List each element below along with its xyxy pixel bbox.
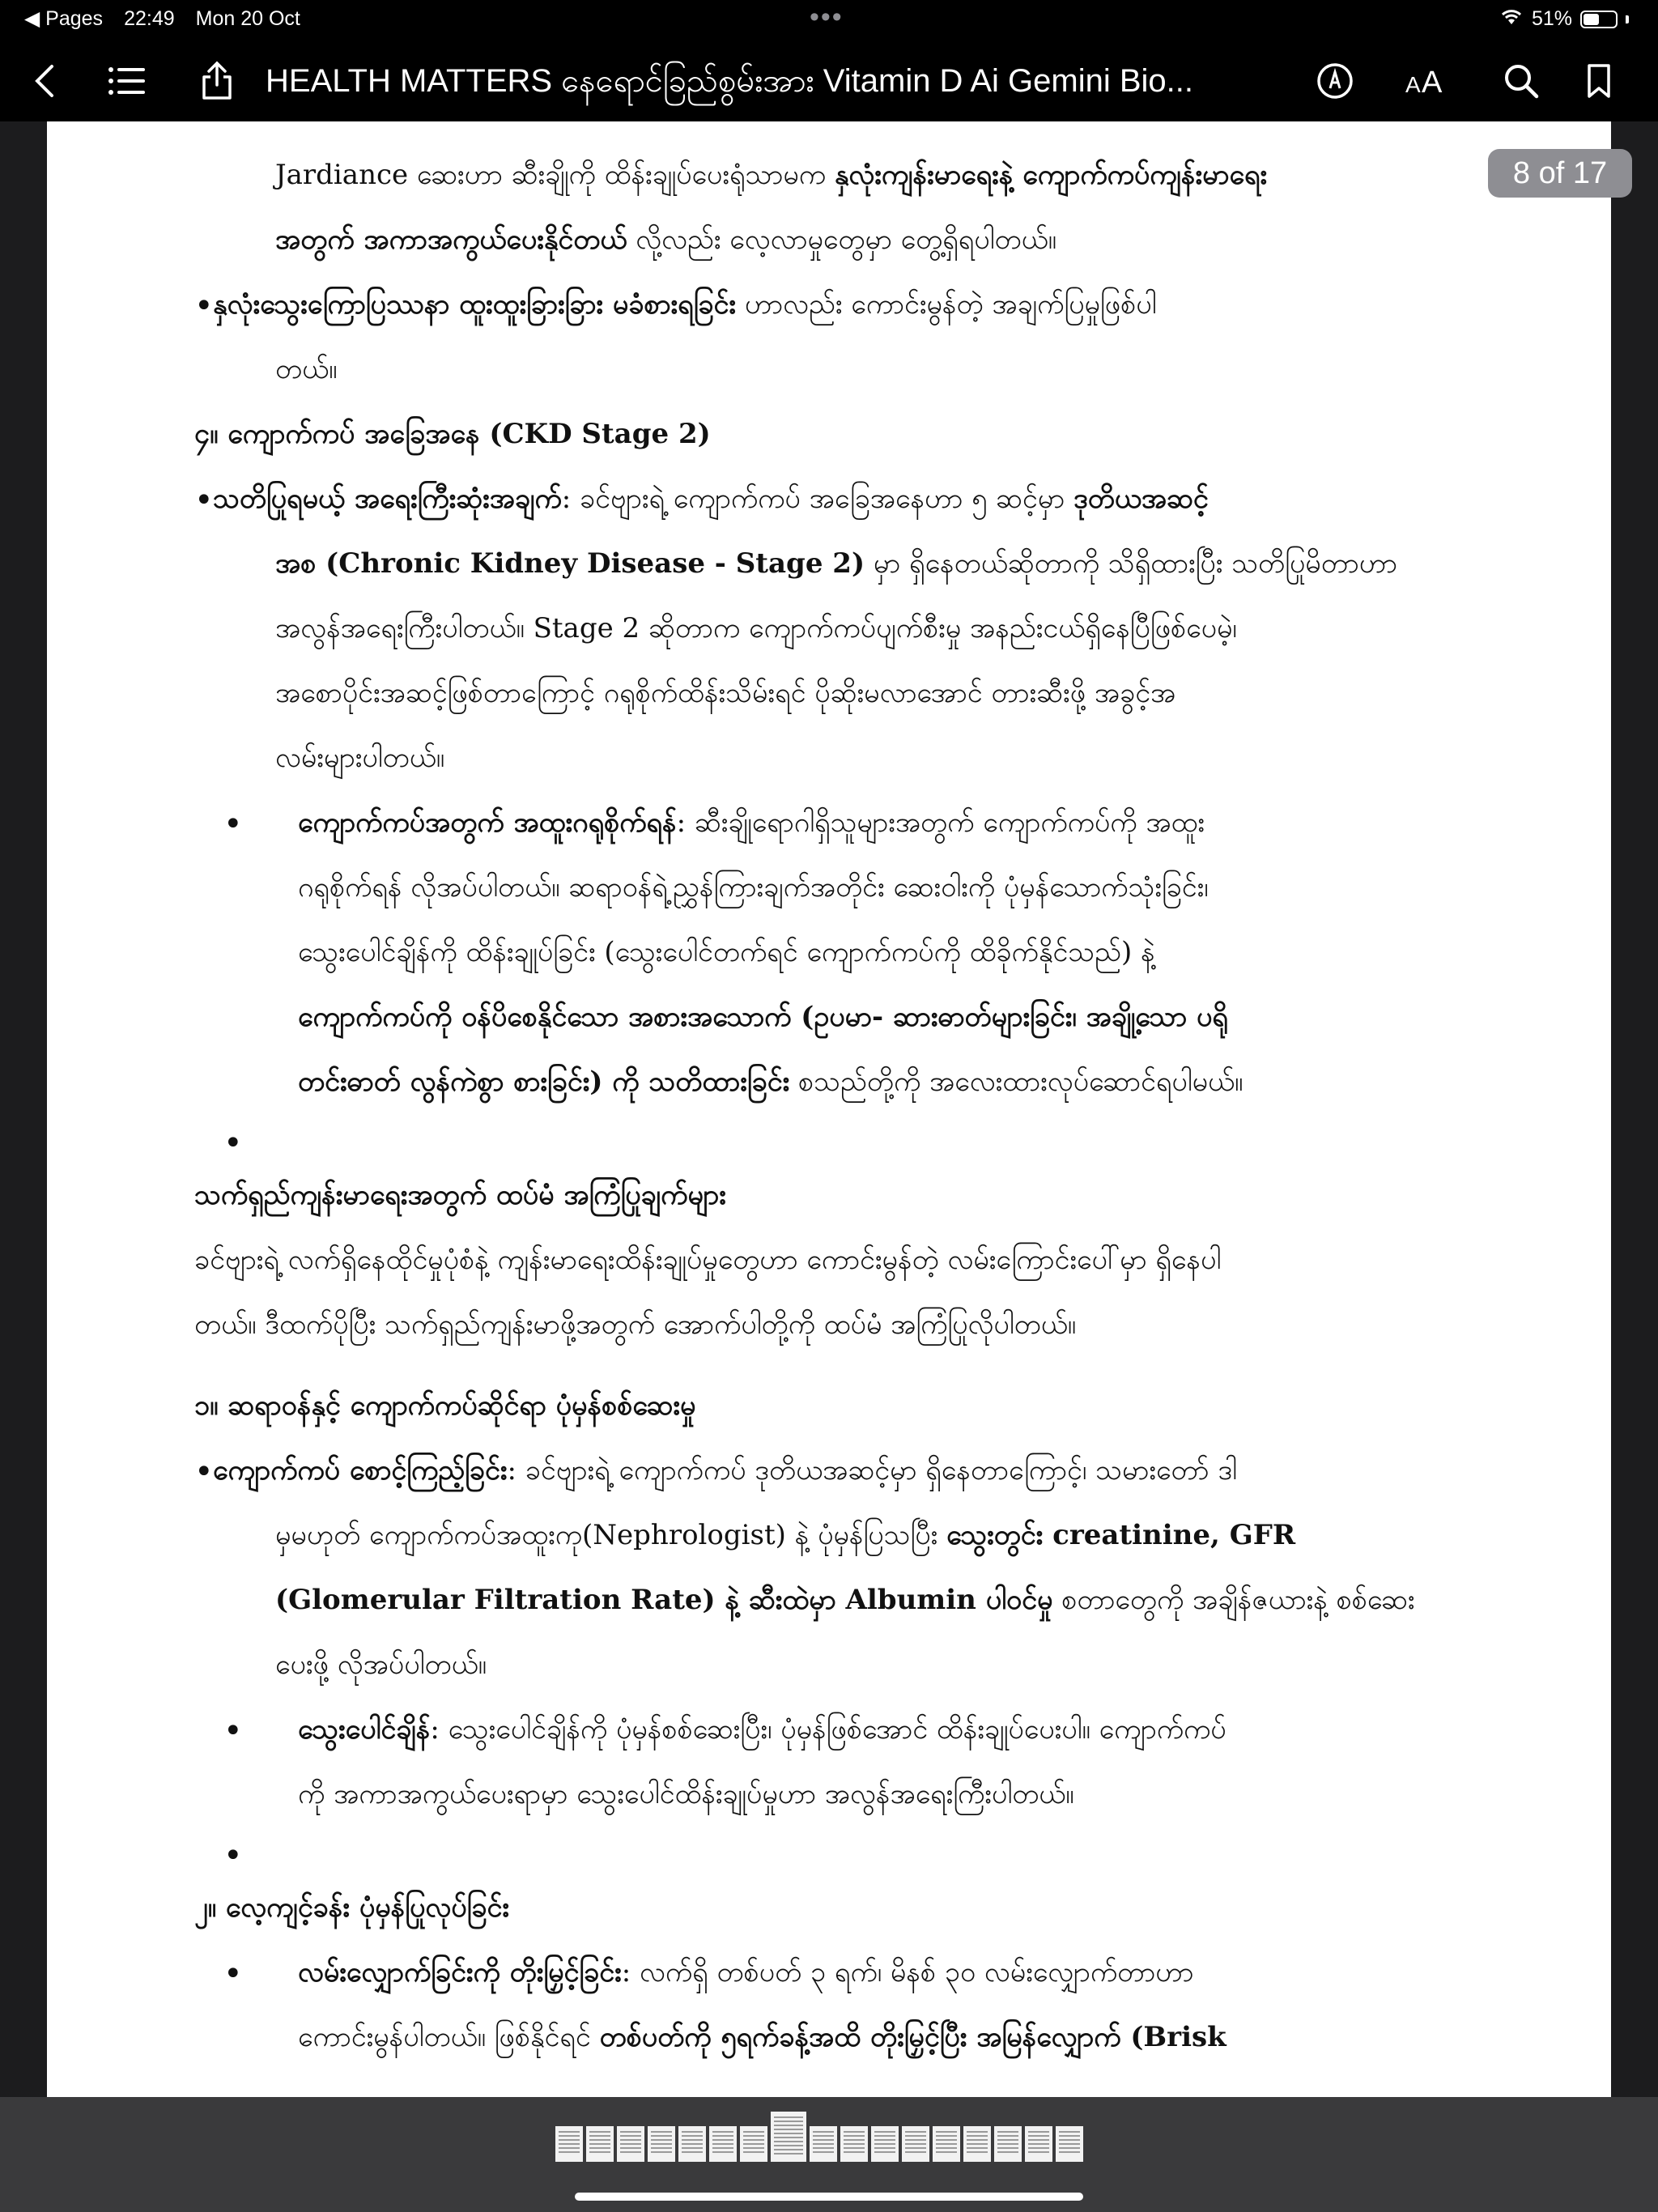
battery-icon <box>1580 11 1618 28</box>
thumbnail-text-line <box>967 2143 988 2145</box>
thumbnail-text-line <box>682 2143 703 2145</box>
thumbnail-text-line <box>712 2139 733 2141</box>
thumbnail-text-line <box>936 2151 957 2153</box>
bullet-kidney-care-line2: ဂရုစိုက်ရန် လိုအပ်ပါတယ်။ ဆရာဝန်ရဲ့ညွှန်ကြားချက်အတိုင်း ဆေးဝါးကို ပုံမှန်သောက်သုံးခြင်း၊ <box>298 871 1209 904</box>
bullet-marker: • <box>223 1125 243 1162</box>
thumbnail-text-line <box>712 2135 733 2137</box>
thumbnail-text-line <box>774 2133 803 2134</box>
thumbnail-text-line <box>874 2131 895 2133</box>
thumbnail-text-line <box>1028 2139 1049 2141</box>
thumbnail-text-line <box>589 2139 610 2141</box>
thumbnail-text-line <box>620 2139 641 2141</box>
document-viewer[interactable] <box>0 121 1658 2097</box>
table-of-contents-icon[interactable] <box>107 40 147 121</box>
page-thumbnail[interactable] <box>963 2126 991 2162</box>
thumbnail-text-line <box>712 2147 733 2149</box>
bullet-kidney-care-line3: သွေးပေါင်ချိန်ကို ထိန်းချုပ်ခြင်း (သွေးပေါင်တက်ရင် ကျောက်ကပ်ကို ထိခိုက်နိုင်သည်) နဲ့ <box>298 936 1155 968</box>
thumbnail-text-line <box>651 2151 672 2153</box>
thumbnail-text-line <box>1059 2143 1080 2145</box>
page-thumbnail[interactable] <box>709 2126 737 2162</box>
thumbnail-text-line <box>682 2147 703 2149</box>
bullet-walking-cont: ကောင်းမွန်ပါတယ်။ ဖြစ်နိုင်ရင် တစ်ပတ်ကို ၅ရက်ခန့်အထိ တိုးမြှင့်ပြီး အမြန်လျှောက် (Brisk <box>298 2021 1226 2053</box>
thumbnail-text-line <box>844 2151 865 2153</box>
search-icon[interactable] <box>1502 40 1541 121</box>
multitasking-dots[interactable]: ••• <box>810 2 844 32</box>
thumbnail-text-line <box>844 2143 865 2145</box>
thumbnail-text-line <box>1059 2135 1080 2137</box>
thumbnail-text-line <box>967 2139 988 2141</box>
bullet-marker: • <box>223 1837 243 1874</box>
page-thumbnail[interactable] <box>840 2126 868 2162</box>
thumbnail-text-line <box>1028 2143 1049 2145</box>
thumbnail-text-line <box>1059 2147 1080 2149</box>
thumbnail-text-line <box>997 2139 1018 2141</box>
section-heading-kidney: ၄။ ကျောက်ကပ် အခြေအနေ (CKD Stage 2) <box>194 418 711 450</box>
thumbnail-text-line <box>712 2143 733 2145</box>
thumbnail-text-line <box>997 2135 1018 2137</box>
thumbnail-text-line <box>967 2131 988 2133</box>
paragraph-longevity: ခင်ဗျားရဲ့ လက်ရှိနေထိုင်မှုပုံစံနဲ့ ကျန်းမာရေးထိန်းချုပ်မှုတွေဟာ ကောင်းမွန်တဲ့ လမ်းကြောင်းပေါ်မှာ ရှိနေပါ <box>194 1244 1222 1276</box>
thumbnail-list[interactable] <box>555 2120 1083 2162</box>
thumbnail-text-line <box>997 2147 1018 2149</box>
thumbnail-text-line <box>620 2147 641 2149</box>
home-indicator[interactable] <box>575 2193 1083 2201</box>
thumbnail-text-line <box>589 2151 610 2153</box>
paragraph-jardiance-cont: အတွက် အကာအကွယ်ပေးနိုင်တယ် လို့လည်း လေ့လာမှုတွေမှာ တွေ့ရှိရပါတယ်။ <box>275 223 1056 256</box>
thumbnail-text-line <box>774 2149 803 2150</box>
thumbnail-text-line <box>997 2131 1018 2133</box>
paragraph-longevity-cont: တယ်။ ဒီထက်ပိုပြီး သက်ရှည်ကျန်းမာဖို့အတွက် အောက်ပါတို့ကို ထပ်မံ အကြံပြုလိုပါတယ်။ <box>194 1308 1077 1341</box>
thumbnail-text-line <box>774 2129 803 2130</box>
svg-text:A: A <box>1422 66 1443 97</box>
thumbnail-text-line <box>1028 2151 1049 2153</box>
bullet-important-line4: အစောပိုင်းအဆင့်ဖြစ်တာကြောင့် ဂရုစိုက်ထိန်းသိမ်းရင် ပိုဆိုးမလာအောင် တားဆီးဖို့ အခွင့်အ <box>275 677 1176 709</box>
thumbnail-text-line <box>874 2143 895 2145</box>
bullet-marker: • <box>223 1955 243 1993</box>
page-thumbnail[interactable] <box>678 2126 706 2162</box>
bullet-kidney-monitor-line2: မှမဟုတ် ကျောက်ကပ်အထူးကု(Nephrologist) နဲ့ ပုံမှန်ပြသပြီး သွေးတွင်း creatinine, GFR <box>275 1519 1296 1551</box>
bullet-marker: • <box>194 482 214 519</box>
bullet-marker: • <box>194 1453 214 1491</box>
thumbnail-text-line <box>997 2143 1018 2145</box>
document-title: HEALTH MATTERS နေရောင်ခြည်စွမ်းအား Vitamin D Ai Gemini Bio... <box>266 63 1193 99</box>
thumbnail-text-line <box>589 2135 610 2137</box>
bullet-important-line2: အစ (Chronic Kidney Disease - Stage 2) မှာ ရှိနေတယ်ဆိုတာကို သိရှိထားပြီး သတိပြုမိတာဟာ <box>275 547 1398 580</box>
thumbnail-text-line <box>559 2131 580 2133</box>
thumbnail-text-line <box>774 2116 803 2118</box>
text-size-icon[interactable] <box>1405 40 1451 121</box>
thumbnail-text-line <box>874 2135 895 2137</box>
bullet-blood-pressure-cont: ကို အကာအကွယ်ပေးရာမှာ သွေးပေါင်ထိန်းချုပ်မှုဟာ အလွန်အရေးကြီးပါတယ်။ <box>298 1778 1074 1810</box>
bullet-blood-pressure: သွေးပေါင်ချိန်: သွေးပေါင်ချိန်ကို ပုံမှန်စစ်ဆေးပြီး၊ ပုံမှန်ဖြစ်အောင် ထိန်းချုပ်ပေးပါ။ ကျောက်ကပ် <box>298 1713 1226 1746</box>
thumbnail-text-line <box>905 2151 926 2153</box>
thumbnail-text-line <box>559 2143 580 2145</box>
thumbnail-text-line <box>559 2139 580 2141</box>
back-chevron-icon[interactable] <box>24 40 65 121</box>
bullet-important: သတိပြုရမယ့် အရေးကြီးဆုံးအချက်: ခင်ဗျားရဲ့ ကျောက်ကပ် အခြေအနေဟာ ၅ ဆင့်မှာ ဒုတိယအဆင့် <box>213 483 1209 515</box>
page-thumbnail[interactable] <box>871 2126 899 2162</box>
thumbnail-text-line <box>682 2139 703 2141</box>
page-thumbnail[interactable] <box>933 2126 960 2162</box>
thumbnail-text-line <box>905 2143 926 2145</box>
page-thumbnail[interactable] <box>586 2126 614 2162</box>
thumbnail-text-line <box>651 2131 672 2133</box>
bullet-heart-cont: တယ်။ <box>275 353 338 385</box>
bookmark-icon[interactable] <box>1583 40 1615 121</box>
bullet-heart: နှလုံးသွေးကြောပြဿနာ ထူးထူးခြားခြား မခံစားရခြင်း ဟာလည်း ကောင်းမွန်တဲ့ အချက်ပြမှုဖြစ်ပါ <box>213 288 1157 321</box>
wifi-icon <box>1499 6 1524 32</box>
thumbnail-text-line <box>936 2139 957 2141</box>
thumbnail-text-line <box>589 2147 610 2149</box>
status-time: 22:49 <box>124 6 175 30</box>
thumbnail-text-line <box>813 2143 834 2145</box>
paragraph-jardiance: Jardiance ဆေးဟာ ဆီးချိုကို ထိန်းချုပ်ပေးရုံသာမက နှလုံးကျန်းမာရေးနဲ့ ကျောက်ကပ်ကျန်းမာရေး <box>275 159 1268 191</box>
page-thumbnail[interactable] <box>994 2126 1022 2162</box>
thumbnail-text-line <box>559 2151 580 2153</box>
bullet-kidney-care-line4: ကျောက်ကပ်ကို ဝန်ပိစေနိုင်သော အစားအသောက် (ဥပမာ- ဆားဓာတ်များခြင်း၊ အချို့သော ပရို <box>298 1001 1228 1033</box>
thumbnail-text-line <box>905 2135 926 2137</box>
bullet-marker: • <box>223 806 243 843</box>
thumbnail-text-line <box>712 2131 733 2133</box>
page-thumbnail[interactable] <box>771 2112 806 2162</box>
thumbnail-text-line <box>905 2139 926 2141</box>
bullet-important-line3: အလွန်အရေးကြီးပါတယ်။ Stage 2 ဆိုတာက ကျောက်ကပ်ပျက်စီးမှု အနည်းငယ်ရှိနေပြီဖြစ်ပေမဲ့၊ <box>275 612 1237 644</box>
thumbnail-text-line <box>743 2143 764 2145</box>
status-bar <box>0 0 1658 40</box>
thumbnail-text-line <box>813 2135 834 2137</box>
bullet-marker: • <box>194 287 214 325</box>
thumbnail-text-line <box>620 2135 641 2137</box>
markup-pen-icon[interactable] <box>1316 40 1354 121</box>
thumbnail-text-line <box>1028 2131 1049 2133</box>
status-date: Mon 20 Oct <box>195 6 300 30</box>
back-to-app-link[interactable]: ◀ Pages <box>24 7 104 30</box>
thumbnail-text-line <box>936 2135 957 2137</box>
thumbnail-text-line <box>620 2143 641 2145</box>
thumbnail-text-line <box>1059 2139 1080 2141</box>
thumbnail-text-line <box>874 2147 895 2149</box>
page-thumbnail[interactable] <box>1025 2126 1052 2162</box>
thumbnail-text-line <box>774 2141 803 2142</box>
page-thumbnail[interactable] <box>555 2126 583 2162</box>
page-number-badge: 8 of 17 <box>1488 149 1632 198</box>
thumbnail-text-line <box>936 2131 957 2133</box>
thumbnail-text-line <box>589 2143 610 2145</box>
thumbnail-text-line <box>774 2137 803 2138</box>
bullet-important-line5: လမ်းများပါတယ်။ <box>275 742 445 774</box>
bullet-marker: • <box>223 1712 243 1750</box>
page-thumbnail[interactable] <box>902 2126 929 2162</box>
bullet-kidney-monitor: ကျောက်ကပ် စောင့်ကြည့်ခြင်း: ခင်ဗျားရဲ့ ကျောက်ကပ် ဒုတိယအဆင့်မှာ ရှိနေတာကြောင့်၊ သမားတော် ဒါ <box>213 1454 1237 1487</box>
section-heading-longevity: သက်ရှည်ကျန်းမာရေးအတွက် ထပ်မံ အကြံပြုချက်များ <box>194 1179 726 1211</box>
battery-percent: 51% <box>1531 7 1572 30</box>
page-thumbnail[interactable] <box>617 2126 644 2162</box>
thumbnail-text-line <box>874 2151 895 2153</box>
thumbnail-text-line <box>651 2139 672 2141</box>
bullet-kidney-care-line5: တင်းဓာတ် လွန်ကဲစွာ စားခြင်း) ကို သတိထားခြင်း စသည်တို့ကို အလေးထားလုပ်ဆောင်ရပါမယ်။ <box>298 1066 1244 1098</box>
bullet-kidney-monitor-line4: ပေးဖို့ လိုအပ်ပါတယ်။ <box>275 1648 487 1681</box>
thumbnail-text-line <box>844 2139 865 2141</box>
thumbnail-text-line <box>774 2153 803 2155</box>
thumbnail-text-line <box>813 2147 834 2149</box>
thumbnail-text-line <box>844 2135 865 2137</box>
thumbnail-text-line <box>589 2131 610 2133</box>
thumbnail-text-line <box>936 2147 957 2149</box>
thumbnail-text-line <box>967 2151 988 2153</box>
thumbnail-text-line <box>712 2151 733 2153</box>
thumbnail-text-line <box>997 2151 1018 2153</box>
thumbnail-text-line <box>1028 2147 1049 2149</box>
bullet-kidney-care: ကျောက်ကပ်အတွက် အထူးဂရုစိုက်ရန်: ဆီးချိုရောဂါရှိသူများအတွက် ကျောက်ကပ်ကို အထူး <box>298 806 1205 839</box>
thumbnail-text-line <box>844 2131 865 2133</box>
thumbnail-text-line <box>905 2131 926 2133</box>
document-page <box>47 121 1611 2097</box>
thumbnail-text-line <box>559 2135 580 2137</box>
svg-text:A: A <box>1405 72 1421 97</box>
thumbnail-text-line <box>813 2131 834 2133</box>
share-icon[interactable] <box>199 40 235 121</box>
thumbnail-text-line <box>774 2145 803 2146</box>
thumbnail-text-line <box>743 2131 764 2133</box>
thumbnail-text-line <box>743 2139 764 2141</box>
section-heading-checkup: ၁။ ဆရာဝန်နှင့် ကျောက်ကပ်ဆိုင်ရာ ပုံမှန်စစ်ဆေးမှု <box>194 1389 696 1422</box>
thumbnail-text-line <box>813 2151 834 2153</box>
thumbnail-text-line <box>844 2147 865 2149</box>
thumbnail-text-line <box>682 2135 703 2137</box>
thumbnail-text-line <box>743 2135 764 2137</box>
bullet-walking: လမ်းလျှောက်ခြင်းကို တိုးမြှင့်ခြင်း: လက်ရှိ တစ်ပတ် ၃ ရက်၊ မိနစ် ၃၀ လမ်းလျှောက်တာဟာ <box>298 1956 1194 1989</box>
thumbnail-text-line <box>905 2147 926 2149</box>
thumbnail-text-line <box>967 2147 988 2149</box>
thumbnail-text-line <box>559 2147 580 2149</box>
thumbnail-text-line <box>682 2131 703 2133</box>
thumbnail-text-line <box>651 2143 672 2145</box>
thumbnail-text-line <box>1028 2135 1049 2137</box>
bullet-kidney-monitor-line3: (Glomerular Filtration Rate) နဲ့ ဆီးထဲမှာ Albumin ပါဝင်မှု စတာတွေကို အချိန်ဇယားနဲ့ စစ်ဆေး <box>275 1584 1415 1616</box>
thumbnail-text-line <box>743 2147 764 2149</box>
section-heading-exercise: ၂။ လေ့ကျင့်ခန်း ပုံမှန်ပြုလုပ်ခြင်း <box>194 1891 509 1924</box>
thumbnail-text-line <box>874 2139 895 2141</box>
thumbnail-text-line <box>651 2135 672 2137</box>
page-thumbnail[interactable] <box>810 2126 837 2162</box>
thumbnail-text-line <box>813 2139 834 2141</box>
reader-toolbar <box>0 40 1658 121</box>
thumbnail-text-line <box>743 2151 764 2153</box>
thumbnail-text-line <box>620 2151 641 2153</box>
thumbnail-text-line <box>682 2151 703 2153</box>
thumbnail-text-line <box>967 2135 988 2137</box>
thumbnail-text-line <box>1059 2131 1080 2133</box>
page-thumbnail[interactable] <box>1056 2126 1083 2162</box>
page-thumbnail[interactable] <box>648 2126 675 2162</box>
thumbnail-text-line <box>620 2131 641 2133</box>
page-thumbnail[interactable] <box>740 2126 767 2162</box>
thumbnail-text-line <box>651 2147 672 2149</box>
thumbnail-text-line <box>1059 2151 1080 2153</box>
thumbnail-text-line <box>774 2121 803 2122</box>
thumbnail-text-line <box>774 2125 803 2126</box>
thumbnail-text-line <box>936 2143 957 2145</box>
